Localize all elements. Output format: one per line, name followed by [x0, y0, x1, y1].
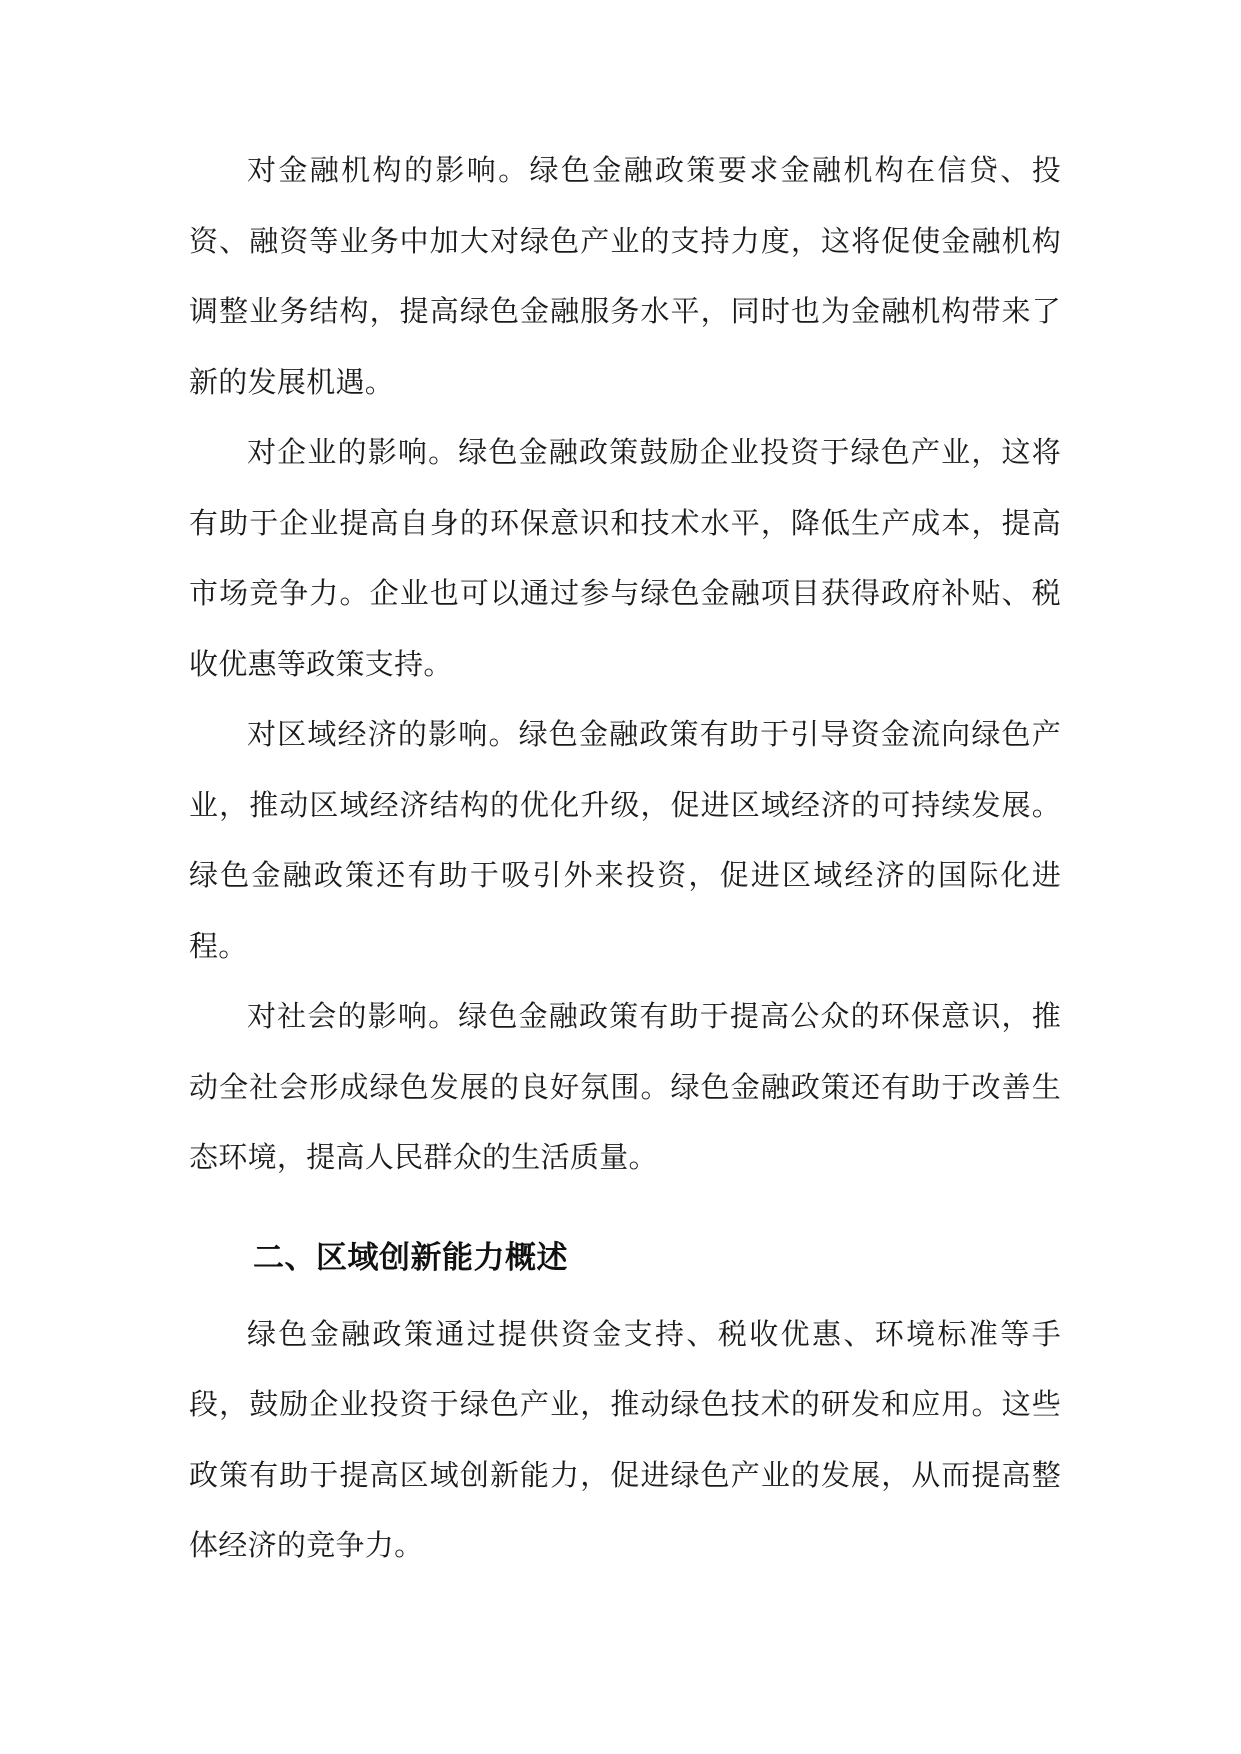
paragraph-innovation-overview: 绿色金融政策通过提供资金支持、税收优惠、环境标准等手段，鼓励企业投资于绿色产业，推动绿色技术的研发和应用。这些政策有助于提高区域创新能力，促进绿色产业的发展，从而提高整体经济的竞争力。	[189, 1316, 1061, 1562]
document-body	[189, 135, 1061, 1581]
section-heading: 二、区域创新能力概述	[253, 1239, 568, 1276]
paragraph-financial-institutions: 对金融机构的影响。绿色金融政策要求金融机构在信贷、投资、融资等业务中加大对绿色产业的支持力度，这将促使金融机构调整业务结构，提高绿色金融服务水平，同时也为金融机构带来了新的发展机遇。	[189, 153, 1061, 399]
paragraph-society: 对社会的影响。绿色金融政策有助于提高公众的环保意识，推动全社会形成绿色发展的良好氛围。绿色金融政策还有助于改善生态环境，提高人民群众的生活质量。	[189, 999, 1061, 1174]
paragraph-regional-economy: 对区域经济的影响。绿色金融政策有助于引导资金流向绿色产业，推动区域经济结构的优化升级，促进区域经济的可持续发展。绿色金融政策还有助于吸引外来投资，促进区域经济的国际化进程。	[189, 717, 1061, 963]
paragraph-enterprises: 对企业的影响。绿色金融政策鼓励企业投资于绿色产业，这将有助于企业提高自身的环保意识和技术水平，降低生产成本，提高市场竞争力。企业也可以通过参与绿色金融项目获得政府补贴、税收优惠等政策支持。	[189, 435, 1061, 681]
